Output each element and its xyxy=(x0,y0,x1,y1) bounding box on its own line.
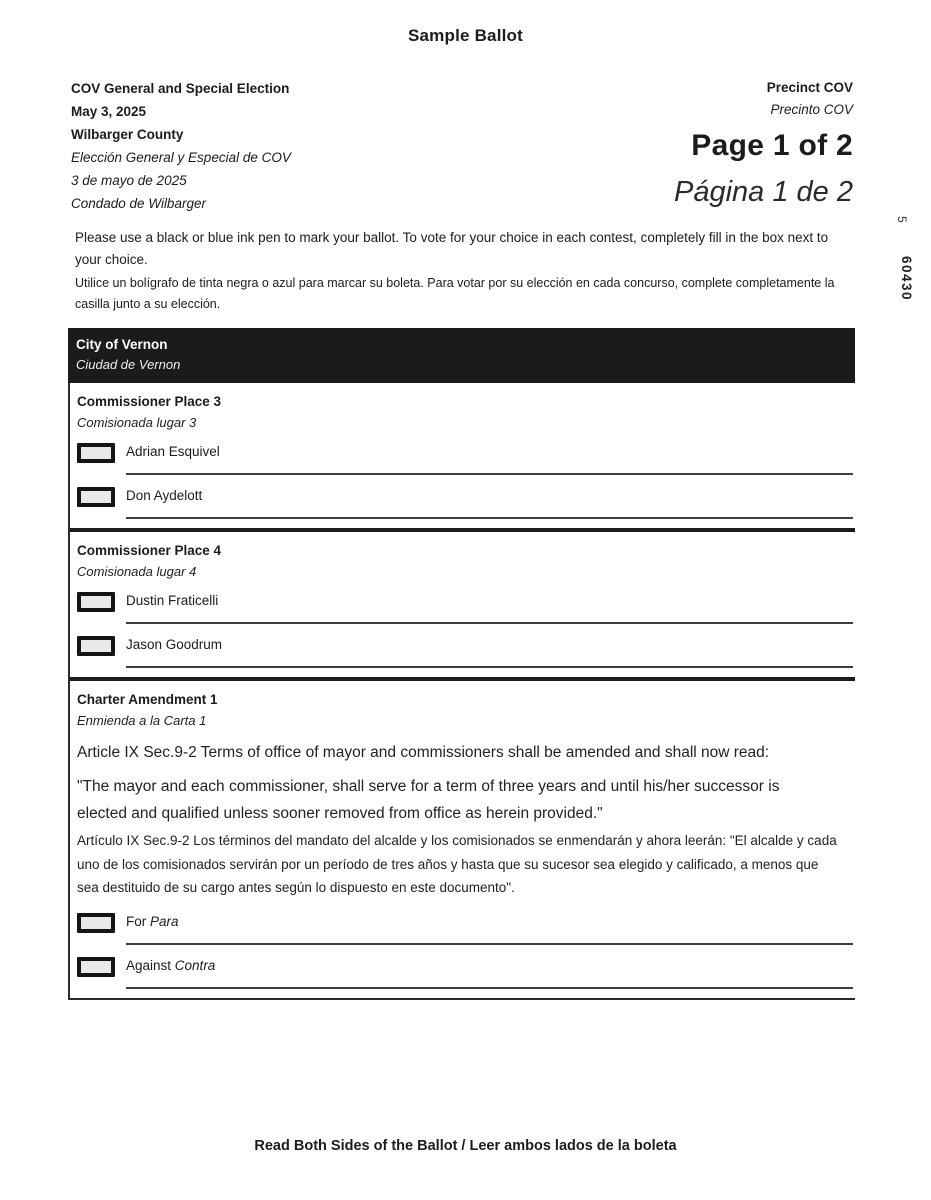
measure-choice-line xyxy=(126,956,853,989)
measure-options xyxy=(77,912,853,989)
page-title: Sample Ballot xyxy=(407,26,524,45)
page-number: Page 1 of 2 xyxy=(691,129,853,162)
contest-commissioner-place-4 xyxy=(70,532,855,668)
instructions-en: Please use a black or blue ink pen to mark your ballot. To vote for your choice in each contest, completely fill in the box next to your choice. xyxy=(75,230,829,267)
contest-title-es: Enmienda a la Carta 1 xyxy=(77,713,207,728)
precinct-info xyxy=(674,77,853,215)
vote-checkbox[interactable] xyxy=(77,487,115,507)
election-date: May 3, 2025 xyxy=(71,104,147,119)
page-number-es: Página 1 de 2 xyxy=(674,176,853,208)
precinct-label: Precinct COV xyxy=(766,80,853,95)
ballot-footer: Read Both Sides of the Ballot / Leer ambos lados de la boleta xyxy=(254,1138,677,1154)
ballot-option-row xyxy=(77,486,853,519)
ballot-option-row xyxy=(77,442,853,475)
voting-instructions xyxy=(0,215,931,315)
measure-choice-line xyxy=(126,912,853,945)
choice-label: Against xyxy=(126,957,172,973)
ballot-option-row xyxy=(77,635,853,668)
precinct-label-es: Precinto COV xyxy=(770,102,853,117)
ballot-option-row xyxy=(77,956,853,989)
choice-label-es: Para xyxy=(150,913,179,929)
contest-title: Commissioner Place 4 xyxy=(77,543,222,558)
ballot-body xyxy=(68,328,855,1000)
contest-title-es: Comisionada lugar 3 xyxy=(77,415,197,430)
candidate-name: Jason Goodrum xyxy=(126,637,223,652)
election-name-es: Elección General y Especial de COV xyxy=(71,150,291,165)
candidate-name: Don Aydelott xyxy=(126,488,203,503)
section-title: City of Vernon xyxy=(76,337,168,352)
contest-charter-amendment-1 xyxy=(70,681,855,989)
section-header-city-of-vernon xyxy=(68,328,855,383)
ballot-option-row xyxy=(77,591,853,624)
sheet-number-mark: 5 xyxy=(895,216,909,223)
choice-label-es: Contra xyxy=(174,957,216,973)
vote-checkbox[interactable] xyxy=(77,592,115,612)
candidate-line xyxy=(126,442,853,475)
candidate-line xyxy=(126,486,853,519)
candidate-line xyxy=(126,591,853,624)
section-title-es: Ciudad de Vernon xyxy=(76,357,181,372)
contest-commissioner-place-3 xyxy=(70,383,855,519)
vote-checkbox[interactable] xyxy=(77,913,115,933)
candidate-name: Adrian Esquivel xyxy=(126,444,220,459)
election-county: Wilbarger County xyxy=(71,127,184,142)
election-name: COV General and Special Election xyxy=(71,81,290,96)
election-date-es: 3 de mayo de 2025 xyxy=(71,173,187,188)
contest-title: Charter Amendment 1 xyxy=(77,692,218,707)
header xyxy=(0,46,931,215)
choice-label: For xyxy=(126,913,147,929)
candidate-name: Dustin Fraticelli xyxy=(126,593,219,608)
candidate-line xyxy=(126,635,853,668)
instructions-es: Utilice un bolígrafo de tinta negra o azul para marcar su boleta. Para votar por su elección en cada concurso, complete completamente la casilla junto a su elección. xyxy=(75,276,835,311)
vote-checkbox[interactable] xyxy=(77,957,115,977)
vote-checkbox[interactable] xyxy=(77,443,115,463)
measure-text-en: Article IX Sec.9-2 Terms of office of mayor and commissioners shall be amended and shall now read: xyxy=(77,744,770,761)
vote-checkbox[interactable] xyxy=(77,636,115,656)
contest-title-es: Comisionada lugar 4 xyxy=(77,564,197,579)
contests-container xyxy=(68,383,855,1000)
election-county-es: Condado de Wilbarger xyxy=(71,196,206,211)
measure-text-es: Artículo IX Sec.9-2 Los términos del mandato del alcalde y los comisionados se enmendarán y ahora leerán: "El alcalde y cada uno de los comisionados servirán por un período de tres años y hasta que su sucesor sea elegido y calificado, a menos que sea destituido de su cargo antes según lo dispuesto en este documento". xyxy=(77,833,837,895)
election-info xyxy=(71,77,291,215)
measure-text-en-quote: "The mayor and each commissioner, shall serve for a term of three years and until his/her successor is elected and qualified unless sooner removed from office as herein provided." xyxy=(77,778,780,822)
ballot-option-row xyxy=(77,912,853,945)
contest-title: Commissioner Place 3 xyxy=(77,394,222,409)
ballot-code-mark: 60430 xyxy=(899,256,914,302)
